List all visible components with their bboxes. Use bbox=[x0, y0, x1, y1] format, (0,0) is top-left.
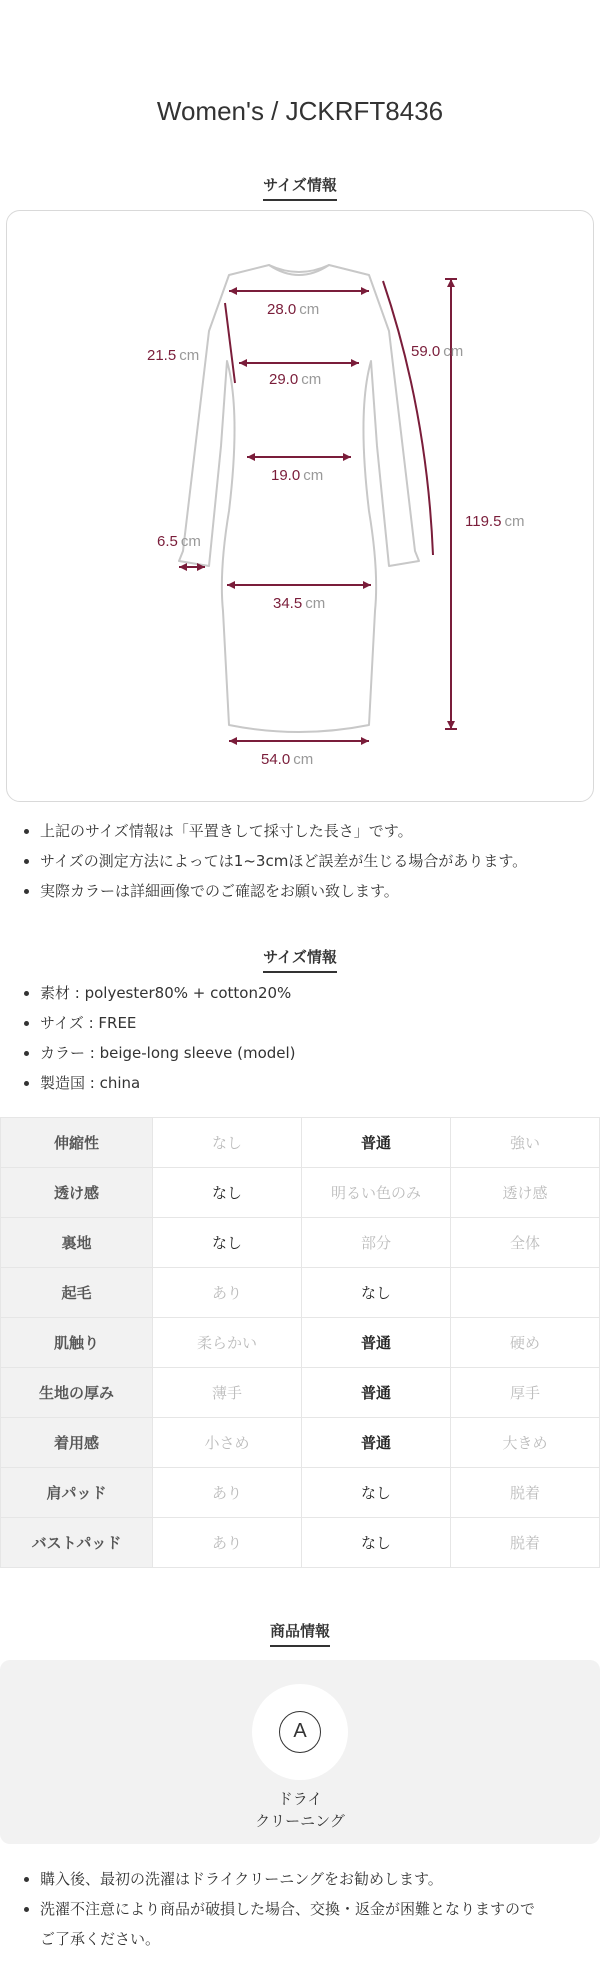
attribute-option: あり bbox=[153, 1468, 302, 1518]
care-label: ドライ クリーニング bbox=[255, 1790, 345, 1830]
attribute-option: なし bbox=[153, 1118, 302, 1168]
table-row bbox=[1, 1418, 600, 1468]
attribute-option: あり bbox=[153, 1268, 302, 1318]
fabric-attributes-table bbox=[0, 1117, 600, 1568]
attribute-option bbox=[451, 1268, 600, 1318]
table-row bbox=[1, 1268, 600, 1318]
attribute-option: 脱着 bbox=[451, 1468, 600, 1518]
attribute-option: 柔らかい bbox=[153, 1318, 302, 1368]
attribute-option: なし bbox=[153, 1168, 302, 1218]
attribute-option: 普通 bbox=[302, 1368, 451, 1418]
attribute-label: 着用感 bbox=[1, 1418, 153, 1468]
attribute-option: 硬め bbox=[451, 1318, 600, 1368]
list-item: 洗濯不注意により商品が破損した場合、交換・返金が困難となりますので bbox=[18, 1894, 588, 1924]
hip-measurement: 34.5 cm bbox=[273, 595, 326, 612]
list-item: 製造国 : china bbox=[18, 1068, 588, 1098]
waist-measurement: 19.0 cm bbox=[271, 467, 324, 484]
attribute-option: 普通 bbox=[302, 1118, 451, 1168]
attribute-option: 厚手 bbox=[451, 1368, 600, 1418]
attribute-option: なし bbox=[302, 1518, 451, 1568]
dry-clean-icon: A bbox=[279, 1711, 321, 1753]
care-notes-list bbox=[18, 1864, 588, 1954]
list-item: サイズ : FREE bbox=[18, 1008, 588, 1038]
list-item-continuation: ご了承ください。 bbox=[40, 1930, 161, 1948]
size-section-heading: サイズ情報 bbox=[0, 174, 600, 201]
total-length-measurement: 119.5 cm bbox=[465, 513, 525, 530]
cuff-measurement: 6.5 cm bbox=[157, 533, 201, 550]
list-item: 上記のサイズ情報は「平置きして採寸した長さ」です。 bbox=[18, 816, 588, 846]
list-item: 素材 : polyester80% + cotton20% bbox=[18, 978, 588, 1008]
list-item: 実際カラーは詳細画像でのご確認をお願い致します。 bbox=[18, 876, 588, 906]
chest-measurement: 29.0 cm bbox=[269, 371, 322, 388]
attribute-label: 透け感 bbox=[1, 1168, 153, 1218]
table-row bbox=[1, 1368, 600, 1418]
attribute-option: なし bbox=[153, 1218, 302, 1268]
attribute-option: 薄手 bbox=[153, 1368, 302, 1418]
sleeve-length-measurement: 59.0 cm bbox=[411, 343, 464, 360]
attribute-label: 生地の厚み bbox=[1, 1368, 153, 1418]
attribute-label: 肌触り bbox=[1, 1318, 153, 1368]
attribute-option: 普通 bbox=[302, 1418, 451, 1468]
attribute-option: 普通 bbox=[302, 1318, 451, 1368]
care-instructions-box bbox=[0, 1660, 600, 1844]
shoulder-measurement: 28.0 cm bbox=[267, 301, 320, 318]
attribute-option: 全体 bbox=[451, 1218, 600, 1268]
info-section-heading: サイズ情報 bbox=[0, 946, 600, 973]
size-diagram bbox=[6, 210, 594, 802]
attribute-option: 透け感 bbox=[451, 1168, 600, 1218]
attribute-label: 起毛 bbox=[1, 1268, 153, 1318]
dress-illustration bbox=[7, 211, 595, 803]
attribute-option: あり bbox=[153, 1518, 302, 1568]
armhole-measurement: 21.5 cm bbox=[147, 347, 200, 364]
table-row bbox=[1, 1218, 600, 1268]
attribute-label: 肩パッド bbox=[1, 1468, 153, 1518]
attribute-option: 強い bbox=[451, 1118, 600, 1168]
list-item: カラー : beige-long sleeve (model) bbox=[18, 1038, 588, 1068]
attribute-option: 大きめ bbox=[451, 1418, 600, 1468]
attribute-option: 脱着 bbox=[451, 1518, 600, 1568]
table-row bbox=[1, 1318, 600, 1368]
attribute-option: 明るい色のみ bbox=[302, 1168, 451, 1218]
table-row bbox=[1, 1518, 600, 1568]
size-notes-list bbox=[18, 816, 588, 906]
page-title: Women's / JCKRFT8436 bbox=[156, 96, 444, 126]
product-spec-list bbox=[18, 978, 588, 1098]
attribute-label: 裏地 bbox=[1, 1218, 153, 1268]
product-section-heading: 商品情報 bbox=[0, 1620, 600, 1647]
attribute-option: なし bbox=[302, 1268, 451, 1318]
list-item: 購入後、最初の洗濯はドライクリーニングをお勧めします。 bbox=[18, 1864, 588, 1894]
table-row bbox=[1, 1468, 600, 1518]
table-row bbox=[1, 1168, 600, 1218]
hem-measurement: 54.0 cm bbox=[261, 751, 314, 768]
list-item: サイズの測定方法によっては1~3cmほど誤差が生じる場合があります。 bbox=[18, 846, 588, 876]
attribute-label: 伸縮性 bbox=[1, 1118, 153, 1168]
attribute-label: バストパッド bbox=[1, 1518, 153, 1568]
care-icon-background bbox=[252, 1684, 348, 1780]
table-row bbox=[1, 1118, 600, 1168]
attribute-option: 部分 bbox=[302, 1218, 451, 1268]
attribute-option: なし bbox=[302, 1468, 451, 1518]
attribute-option: 小さめ bbox=[153, 1418, 302, 1468]
